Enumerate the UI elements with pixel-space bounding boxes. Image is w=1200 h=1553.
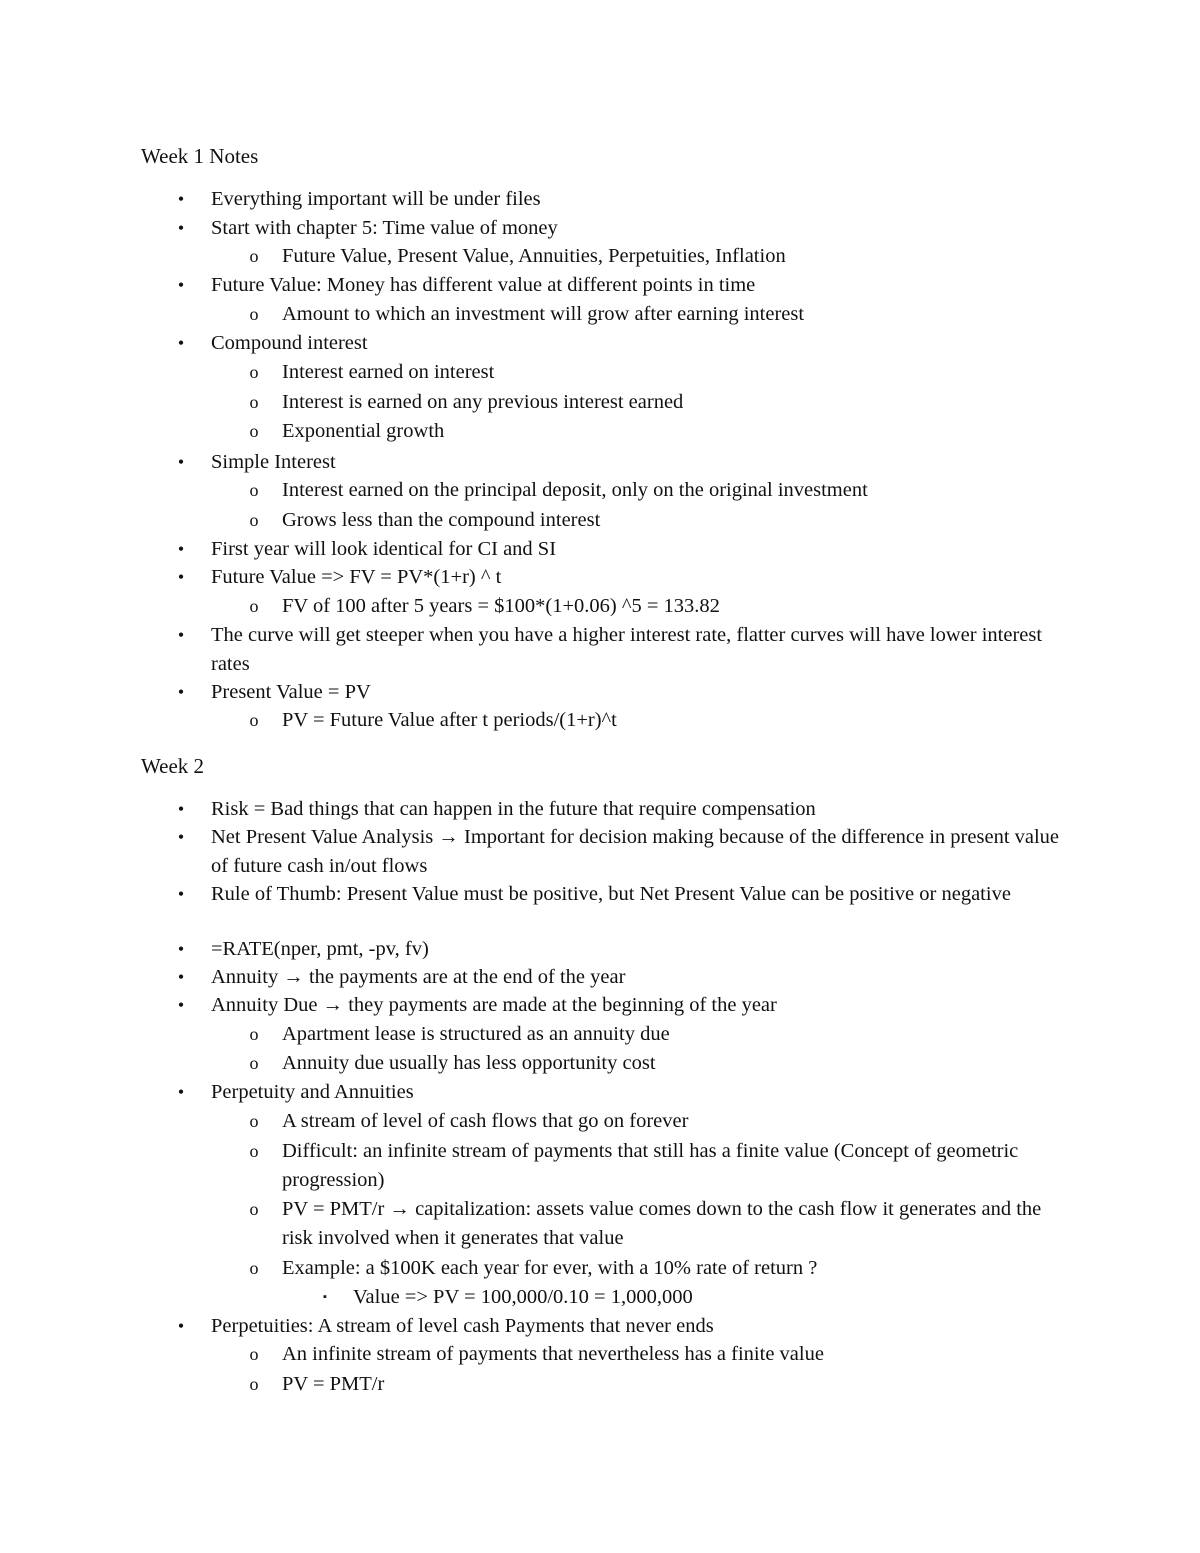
list-item: • Simple Interest <box>211 448 1061 477</box>
circle-bullet-icon: o <box>249 1111 259 1131</box>
week2-heading: Week 2 <box>141 754 205 778</box>
circle-bullet-icon: o <box>249 392 259 412</box>
list-item: • Future Value => FV = PV*(1+r) ^ t <box>211 563 1061 592</box>
list-item: o Annuity due usually has less opportunity cost <box>282 1049 1062 1078</box>
circle-bullet-icon: o <box>249 1199 259 1219</box>
bullet-icon: • <box>177 799 185 819</box>
list-item: o PV = PMT/r → capitalization: assets value comes down to the cash flow it generates and the risk involved when it generates that value <box>282 1195 1062 1253</box>
list-item: ▪ Value => PV = 100,000/0.10 = 1,000,000 <box>353 1283 1053 1312</box>
bullet-icon: • <box>177 682 185 702</box>
list-item: • =RATE(nper, pmt, -pv, fv) <box>211 935 1061 964</box>
week1-heading: Week 1 Notes <box>141 144 259 168</box>
circle-bullet-icon: o <box>249 1344 259 1364</box>
circle-bullet-icon: o <box>249 421 259 441</box>
list-item: • Future Value: Money has different value at different points in time <box>211 271 1061 300</box>
circle-bullet-icon: o <box>249 596 259 616</box>
list-item: o Grows less than the compound interest <box>282 506 1062 535</box>
list-item: • First year will look identical for CI and SI <box>211 535 1061 564</box>
bullet-icon: • <box>177 189 185 209</box>
list-item: • Present Value = PV <box>211 678 1061 707</box>
bullet-icon: • <box>177 452 185 472</box>
list-item: o Interest earned on interest <box>282 358 1062 387</box>
bullet-icon: • <box>177 218 185 238</box>
circle-bullet-icon: o <box>249 362 259 382</box>
bullet-icon: • <box>177 625 185 645</box>
circle-bullet-icon: o <box>249 1024 259 1044</box>
list-item: o Interest earned on the principal deposit, only on the original investment <box>282 476 1062 505</box>
list-item: o PV = PMT/r <box>282 1370 1062 1399</box>
circle-bullet-icon: o <box>249 1053 259 1073</box>
list-item: o Example: a $100K each year for ever, with a 10% rate of return ? <box>282 1254 1062 1283</box>
bullet-icon: • <box>177 967 185 987</box>
circle-bullet-icon: o <box>249 710 259 730</box>
square-bullet-icon: ▪ <box>323 1291 327 1303</box>
list-item: • Risk = Bad things that can happen in the future that require compensation <box>211 795 1061 824</box>
bullet-icon: • <box>177 995 185 1015</box>
list-item: • Annuity → the payments are at the end of the year <box>211 963 1061 992</box>
circle-bullet-icon: o <box>249 1141 259 1161</box>
list-item: o Future Value, Present Value, Annuities, Perpetuities, Inflation <box>282 242 1062 271</box>
list-item: • Compound interest <box>211 329 1061 358</box>
list-item: o FV of 100 after 5 years = $100*(1+0.06) ^5 = 133.82 <box>282 592 1062 621</box>
list-item: o Difficult: an infinite stream of payments that still has a finite value (Concept of geometric progression) <box>282 1137 1062 1195</box>
bullet-icon: • <box>177 884 185 904</box>
list-item: o PV = Future Value after t periods/(1+r)^t <box>282 706 1062 735</box>
bullet-icon: • <box>177 1316 185 1336</box>
circle-bullet-icon: o <box>249 1258 259 1278</box>
list-item: o An infinite stream of payments that nevertheless has a finite value <box>282 1340 1062 1369</box>
list-item: o Amount to which an investment will grow after earning interest <box>282 300 1062 329</box>
list-item: o Apartment lease is structured as an annuity due <box>282 1020 1062 1049</box>
list-item: • Net Present Value Analysis → Important for decision making because of the difference in present value of future cash in/out flows <box>211 823 1061 881</box>
list-item: • Annuity Due → they payments are made at the beginning of the year <box>211 991 1061 1020</box>
list-item: • Everything important will be under files <box>211 185 1061 214</box>
bullet-icon: • <box>177 1082 185 1102</box>
list-item: • Perpetuity and Annuities <box>211 1078 1061 1107</box>
bullet-icon: • <box>177 539 185 559</box>
circle-bullet-icon: o <box>249 480 259 500</box>
list-item: o Interest is earned on any previous interest earned <box>282 388 1062 417</box>
bullet-icon: • <box>177 567 185 587</box>
list-item: o Exponential growth <box>282 417 1062 446</box>
list-item: • Start with chapter 5: Time value of money <box>211 214 1061 243</box>
list-item: • The curve will get steeper when you have a higher interest rate, flatter curves will have lower interest rates <box>211 621 1061 679</box>
circle-bullet-icon: o <box>249 304 259 324</box>
list-item: • Rule of Thumb: Present Value must be positive, but Net Present Value can be positive or negative <box>211 880 1061 909</box>
bullet-icon: • <box>177 827 185 847</box>
bullet-icon: • <box>177 939 185 959</box>
circle-bullet-icon: o <box>249 246 259 266</box>
bullet-icon: • <box>177 333 185 353</box>
bullet-icon: • <box>177 275 185 295</box>
list-item: • Perpetuities: A stream of level cash Payments that never ends <box>211 1312 1061 1341</box>
list-item: o A stream of level of cash flows that go on forever <box>282 1107 1062 1136</box>
circle-bullet-icon: o <box>249 1374 259 1394</box>
circle-bullet-icon: o <box>249 510 259 530</box>
